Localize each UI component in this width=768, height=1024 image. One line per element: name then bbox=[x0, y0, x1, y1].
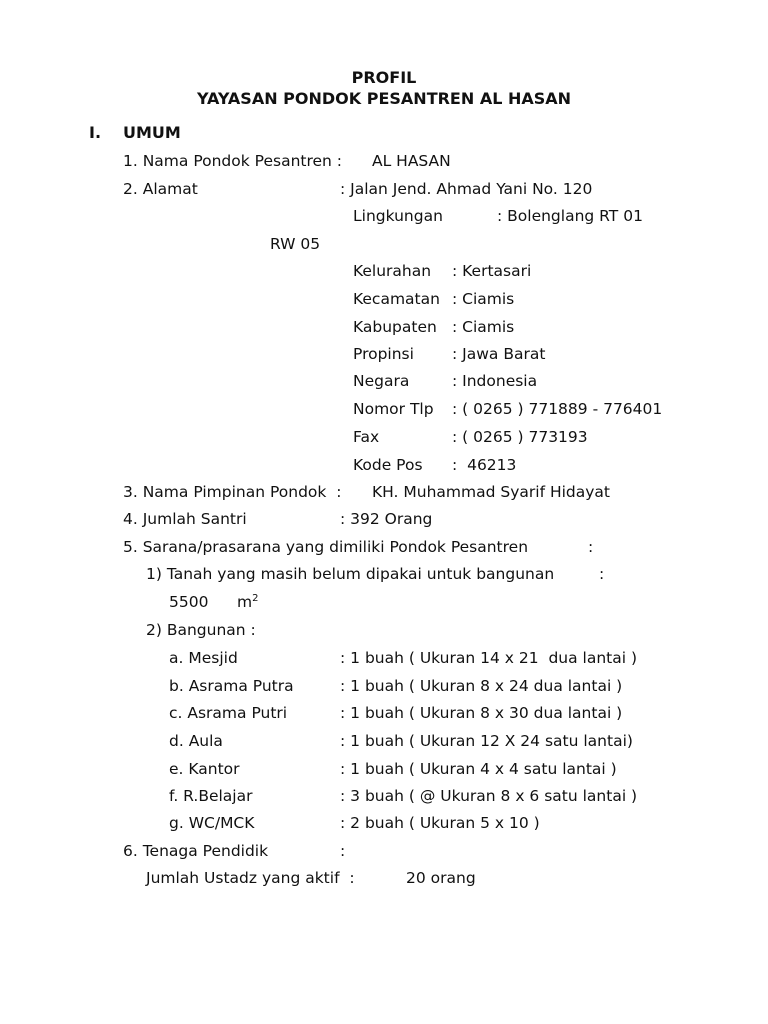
nama-value: AL HASAN bbox=[372, 152, 451, 170]
alamat-value: : Jalan Jend. Ahmad Yani No. 120 bbox=[340, 180, 593, 198]
pimpinan-label: 3. Nama Pimpinan Pondok : bbox=[123, 483, 342, 501]
ustadz-value: 20 orang bbox=[406, 869, 476, 887]
pimpinan-value: KH. Muhammad Syarif Hidayat bbox=[372, 483, 611, 501]
nama-label: 1. Nama Pondok Pesantren : bbox=[123, 152, 343, 170]
tanah-value: 5500 bbox=[169, 593, 209, 611]
bangunan-aula-value: : 1 buah ( Ukuran 12 X 24 satu lantai) bbox=[340, 732, 633, 750]
bangunan-label: 2) Bangunan : bbox=[146, 621, 256, 639]
section-number: I. bbox=[89, 123, 102, 142]
tanah-label: 1) Tanah yang masih belum dipakai untuk bangunan bbox=[146, 565, 555, 583]
bangunan-ruang-belajar-label: f. R.Belajar bbox=[169, 787, 253, 805]
kecamatan-label: Kecamatan bbox=[353, 290, 440, 308]
sarana-colon: : bbox=[588, 538, 594, 556]
rw-value: RW 05 bbox=[270, 235, 321, 253]
bangunan-wc-mck-label: g. WC/MCK bbox=[169, 814, 255, 832]
bangunan-asrama-putri-value: : 1 buah ( Ukuran 8 x 30 dua lantai ) bbox=[340, 704, 623, 722]
tenaga-label: 6. Tenaga Pendidik bbox=[123, 842, 269, 860]
fax-value: : ( 0265 ) 773193 bbox=[452, 428, 588, 446]
fax-label: Fax bbox=[353, 428, 380, 446]
ustadz-label: Jumlah Ustadz yang aktif : bbox=[146, 869, 355, 887]
kecamatan-value: : Ciamis bbox=[452, 290, 515, 308]
negara-label: Negara bbox=[353, 372, 410, 390]
document-subtitle: YAYASAN PONDOK PESANTREN AL HASAN bbox=[196, 89, 572, 108]
bangunan-aula-label: d. Aula bbox=[169, 732, 223, 750]
nomor-tlp-label: Nomor Tlp bbox=[353, 400, 434, 418]
negara-value: : Indonesia bbox=[452, 372, 538, 390]
alamat-label: 2. Alamat bbox=[123, 180, 198, 198]
propinsi-value: : Jawa Barat bbox=[452, 345, 546, 363]
bangunan-asrama-putra-value: : 1 buah ( Ukuran 8 x 24 dua lantai ) bbox=[340, 677, 623, 695]
tanah-colon: : bbox=[599, 565, 605, 583]
kelurahan-value: : Kertasari bbox=[452, 262, 532, 280]
sarana-label: 5. Sarana/prasarana yang dimiliki Pondok Pesantren bbox=[123, 538, 529, 556]
bangunan-kantor-value: : 1 buah ( Ukuran 4 x 4 satu lantai ) bbox=[340, 760, 617, 778]
tanah-unit: $m^2$ bbox=[237, 593, 259, 611]
section-title: UMUM bbox=[123, 123, 181, 142]
tenaga-colon: : bbox=[340, 842, 346, 860]
kode-pos-label: Kode Pos bbox=[353, 456, 423, 474]
kelurahan-label: Kelurahan bbox=[353, 262, 432, 280]
bangunan-asrama-putri-label: c. Asrama Putri bbox=[169, 704, 288, 722]
bangunan-asrama-putra-label: b. Asrama Putra bbox=[169, 677, 294, 695]
lingkungan-label: Lingkungan bbox=[353, 207, 443, 225]
bangunan-mesjid-label: a. Mesjid bbox=[169, 649, 238, 667]
santri-value: : 392 Orang bbox=[340, 510, 433, 528]
kabupaten-value: : Ciamis bbox=[452, 318, 515, 336]
propinsi-label: Propinsi bbox=[353, 345, 414, 363]
santri-label: 4. Jumlah Santri bbox=[123, 510, 247, 528]
lingkungan-value: : Bolenglang RT 01 bbox=[497, 207, 643, 225]
nomor-tlp-value: : ( 0265 ) 771889 - 776401 bbox=[452, 400, 663, 418]
kode-pos-value: : 46213 bbox=[452, 456, 517, 474]
document-title: PROFIL bbox=[351, 68, 417, 87]
bangunan-mesjid-value: : 1 buah ( Ukuran 14 x 21 dua lantai ) bbox=[340, 649, 638, 667]
bangunan-wc-mck-value: : 2 buah ( Ukuran 5 x 10 ) bbox=[340, 814, 540, 832]
kabupaten-label: Kabupaten bbox=[353, 318, 437, 336]
bangunan-ruang-belajar-value: : 3 buah ( @ Ukuran 8 x 6 satu lantai ) bbox=[340, 787, 638, 805]
tanah-unit-superscript: 2 bbox=[252, 593, 259, 604]
bangunan-kantor-label: e. Kantor bbox=[169, 760, 240, 778]
